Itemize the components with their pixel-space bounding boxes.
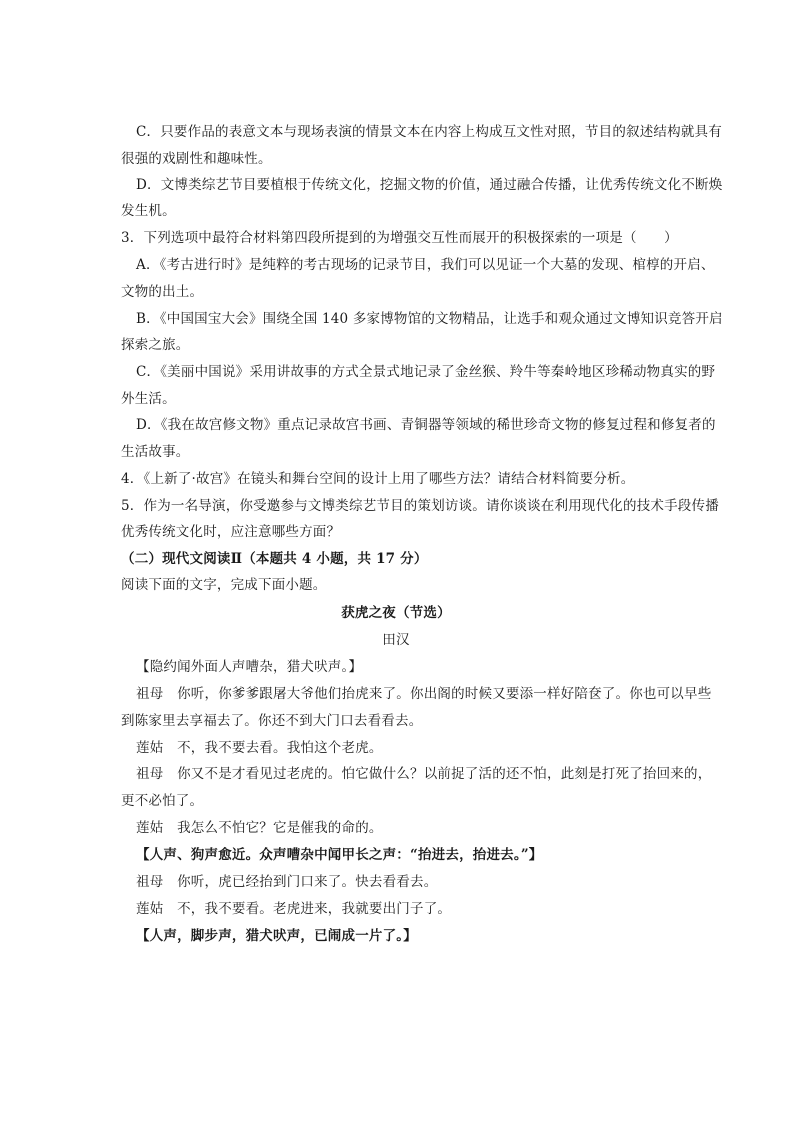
stage-direction-3: 【人声，脚步声，猎犬吠声，已闹成一片了。】 <box>136 928 417 944</box>
q3-option-b-line-1: B．《中国国宝大会》围绕全国 140 多家博物馆的文物精品，让选手和观众通过文博知识竞答开启 <box>136 311 723 327</box>
dialogue-grandmother-1-line-2: 到陈家里去享福去了。你还不到大门口去看看去。 <box>121 713 423 729</box>
passage-title: 获虎之夜（节选） <box>341 605 451 621</box>
q3-option-c-line-2: 外生活。 <box>121 391 176 407</box>
reading-instruction: 阅读下面的文字，完成下面小题。 <box>121 577 327 593</box>
dialogue-grandmother-2-line-2: 更不必怕了。 <box>121 793 204 809</box>
option-d-line-2: 发生机。 <box>121 203 176 219</box>
question-5-line-1: 5．作为一名导演，你受邀参与文博类综艺节目的策划访谈。请你谈谈在利用现代化的技术手段传播 <box>121 498 719 514</box>
question-3: 3．下列选项中最符合材料第四段所提到的为增强交互性而展开的积极探索的一项是（ ） <box>121 230 678 246</box>
dialogue-liangu-2: 莲姑 我怎么不怕它？它是催我的命的。 <box>136 820 383 836</box>
q3-option-c-line-1: C．《美丽中国说》采用讲故事的方式全景式地记录了金丝猴、羚牛等秦岭地区珍稀动物真实的野 <box>136 364 716 380</box>
q3-option-d-line-1: D．《我在故宫修文物》重点记录故宫书画、青铜器等领域的稀世珍奇文物的修复过程和修复者的 <box>136 417 716 433</box>
dialogue-grandmother-1-line-1: 祖母 你听，你爹爹跟屠大爷他们抬虎来了。你出阁的时候又要添一样好陪奁了。你也可以早些 <box>136 686 712 702</box>
section-heading: （二）现代文阅读Ⅱ（本题共 4 小题，共 17 分） <box>121 551 428 567</box>
option-c-line-1: C．只要作品的表意文本与现场表演的情景文本在内容上构成互文性对照，节目的叙述结构就具有 <box>136 124 722 140</box>
question-5-line-2: 优秀传统文化时，应注意哪些方面？ <box>121 524 341 540</box>
option-c-line-2: 很强的戏剧性和趣味性。 <box>121 151 272 167</box>
stage-direction-2: 【人声、狗声愈近。众声嘈杂中闻甲长之声：“抬进去，抬进去。”】 <box>136 847 543 863</box>
option-d-line-1: D．文博类综艺节目要植根于传统文化，挖掘文物的价值，通过融合传播，让优秀传统文化不断焕 <box>136 177 723 193</box>
dialogue-grandmother-2-line-1: 祖母 你又不是才看见过老虎的。怕它做什么？以前捉了活的还不怕，此刻是打死了抬回来的， <box>136 766 712 782</box>
dialogue-liangu-3: 莲姑 不，我不要看。老虎进来，我就要出门子了。 <box>136 901 452 917</box>
q3-option-a-line-1: A．《考古进行时》是纯粹的考古现场的记录节目，我们可以见证一个大墓的发现、棺椁的开启、 <box>136 257 715 273</box>
passage-author: 田汉 <box>382 632 410 648</box>
q3-option-a-line-2: 文物的出土。 <box>121 284 204 300</box>
dialogue-liangu-1: 莲姑 不，我不要去看。我怕这个老虎。 <box>136 740 383 756</box>
stage-direction-1: 【隐约闻外面人声嘈杂，猎犬吠声。】 <box>136 659 363 675</box>
question-4: 4．《上新了·故宫》在镜头和舞台空间的设计上用了哪些方法？请结合材料简要分析。 <box>121 471 635 487</box>
q3-option-b-line-2: 探索之旅。 <box>121 337 190 353</box>
q3-option-d-line-2: 生活故事。 <box>121 444 190 460</box>
dialogue-grandmother-3: 祖母 你听，虎已经抬到门口来了。快去看看去。 <box>136 874 438 890</box>
